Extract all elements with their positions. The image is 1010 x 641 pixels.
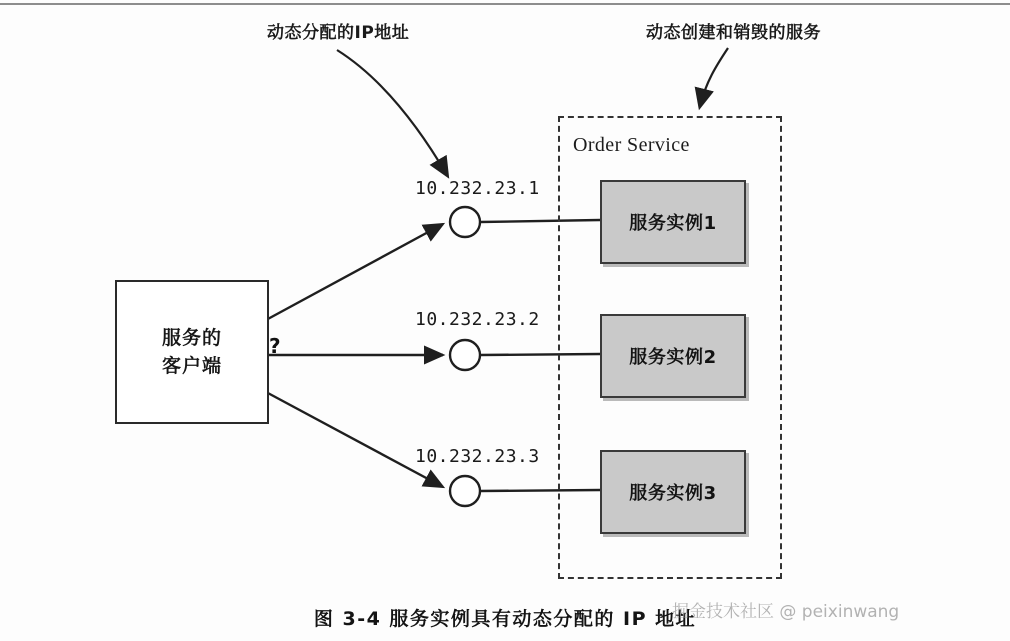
figure-caption: 图 3-4 服务实例具有动态分配的 IP 地址 xyxy=(313,608,697,630)
ip-address-label-2: 10.232.23.2 xyxy=(415,309,540,330)
endpoint-node-2 xyxy=(450,340,480,370)
endpoint-node-3 xyxy=(450,476,480,506)
service-instance-box-1: 服务实例1 xyxy=(600,180,746,264)
annotation-arrow-ip xyxy=(337,50,447,175)
question-mark-label: ? xyxy=(269,334,281,358)
ip-address-label-3: 10.232.23.3 xyxy=(415,446,540,467)
service-instance-box-2: 服务实例2 xyxy=(600,314,746,398)
watermark-text: 掘金技术社区 @ peixinwang xyxy=(672,602,900,622)
service-client-box xyxy=(115,280,269,424)
annotation-dynamic-service: 动态创建和销毁的服务 xyxy=(646,23,821,43)
arrow-client-to-node-1 xyxy=(266,224,443,320)
service-client-label-line2: 客户端 xyxy=(161,355,222,377)
annotation-dynamic-ip: 动态分配的IP地址 xyxy=(267,23,410,43)
order-service-title: Order Service xyxy=(573,134,690,156)
arrow-client-to-node-3 xyxy=(266,392,443,487)
annotation-arrow-service xyxy=(700,48,728,106)
service-instance-box-3: 服务实例3 xyxy=(600,450,746,534)
service-client-label-line1: 服务的 xyxy=(161,326,222,349)
ip-address-label-1: 10.232.23.1 xyxy=(415,178,540,199)
endpoint-node-1 xyxy=(450,207,480,237)
